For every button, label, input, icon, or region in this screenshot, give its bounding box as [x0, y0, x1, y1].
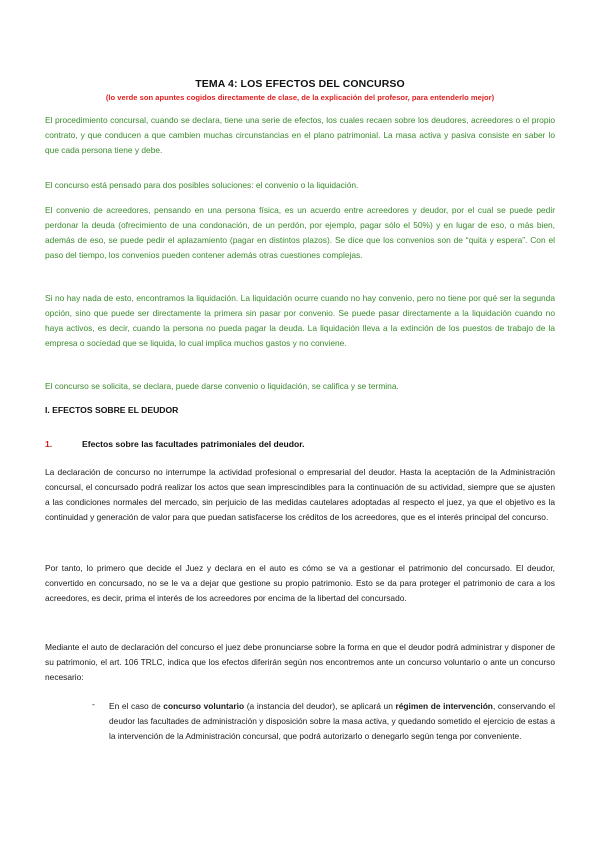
document-subtitle: (lo verde son apuntes cogidos directamente de clase, de la explicación del profesor, para entenderlo mejor) — [105, 93, 495, 102]
subsection-number: 1. — [45, 439, 53, 449]
green-paragraph-solutions: El concurso está pensado para dos posibles soluciones: el convenio o la liquidación. — [45, 180, 359, 190]
paragraph-auto: Mediante el auto de declaración del concurso el juez debe pronunciarse sobre la forma en que el deudor podrá administrar y disponer de su patrimonio, el art. 106 TRLC, indica que los efectos diferirán según nos encontremos ante un concurso voluntario o ante un concurso necesario: — [45, 642, 555, 682]
section-heading: I. EFECTOS SOBRE EL DEUDOR — [45, 405, 179, 415]
green-paragraph-intro: El procedimiento concursal, cuando se declara, tiene una serie de efectos, los cuales recaen sobre los deudores, acreedores o el propio contrato, y que conducen a que cambien muchas circunstancias en el plano patrimonial. La masa activa y pasiva consiste en saber lo que cada persona tiene y debe. — [45, 115, 555, 155]
green-paragraph-liquidacion: Si no hay nada de esto, encontramos la liquidación. La liquidación ocurre cuando no hay convenio, pero no tiene por qué ser la segunda opción, sino que puede ser directamente la primera sin pasar por convenio. Se puede pasar directamente a la liquidación cuando no haya activos, es decir, cuando la persona no pueda pagar la deuda. La liquidación lleva a la extinción de los puestos de trabajo de la empresa o sociedad que se liquida, lo cual implica muchos gastos y no conviene. — [45, 293, 555, 348]
bullet-dash: - — [92, 699, 95, 709]
document-title: TEMA 4: LOS EFECTOS DEL CONCURSO — [195, 78, 405, 90]
bullet-text-3: , conservando el deudor las facultades de administración y disposición sobre la masa activa, y quedando sometido el ejercicio de estas a la intervención de la Administración concursal, que podrá autorizarlo o denegarlo según tenga por conveniente. — [109, 701, 555, 741]
subsection-title: Efectos sobre las facultades patrimoniales del deudor. — [82, 439, 305, 449]
bullet-text-2: (a instancia del deudor), se aplicará un — [244, 701, 396, 711]
green-paragraph-convenio: El convenio de acreedores, pensando en una persona física, es un acuerdo entre acreedores y deudor, por el cual se puede pedir perdonar la deuda (ofrecimiento de una condonación, de un perdón, por ejemplo, pagar sólo el 50%) y en lugar de eso, o más bien, además de eso, se puede pedir el aplazamiento (pagar en distintos plazos). Se dice que los convenios son de “quita y espera”. Con el paso del tiempo, los convenios pueden contener además otras cuestiones complejas. — [45, 205, 555, 260]
bullet-text-1: En el caso de — [109, 701, 164, 711]
paragraph-patrimonio: Por tanto, lo primero que decide el Juez y declara en el auto es cómo se va a gestionar el patrimonio del concursado. El deudor, convertido en concursado, no se le va a dejar que gestione su propio patrimonio. Esto se da para proteger el patrimonio de cara a los acreedores, es decir, prima el interés de los acreedores por encima de la libertad del concursado. — [45, 563, 555, 603]
paragraph-actividad: La declaración de concurso no interrumpe la actividad profesional o empresarial del deudor. Hasta la aceptación de la Administración concursal, el concursado podrá realizar los actos que sean imprescindibles para la continuación de su actividad, siempre que se ajusten a las condiciones normales del mercado, sin perjuicio de las medidas cautelares adoptadas al respecto el juez, ya que el objetivo es la continuidad y generación de valor para que puedan satisfacerse los créditos de los acreedores, que es el interés principal del concurso. — [45, 467, 555, 522]
bullet-bold-regimen: régimen de intervención — [395, 701, 493, 711]
bullet-bold-concurso-voluntario: concurso voluntario — [163, 701, 245, 711]
bullet-concurso-voluntario — [109, 699, 555, 744]
green-paragraph-phases: El concurso se solicita, se declara, puede darse convenio o liquidación, se califica y se termina. — [45, 381, 399, 391]
